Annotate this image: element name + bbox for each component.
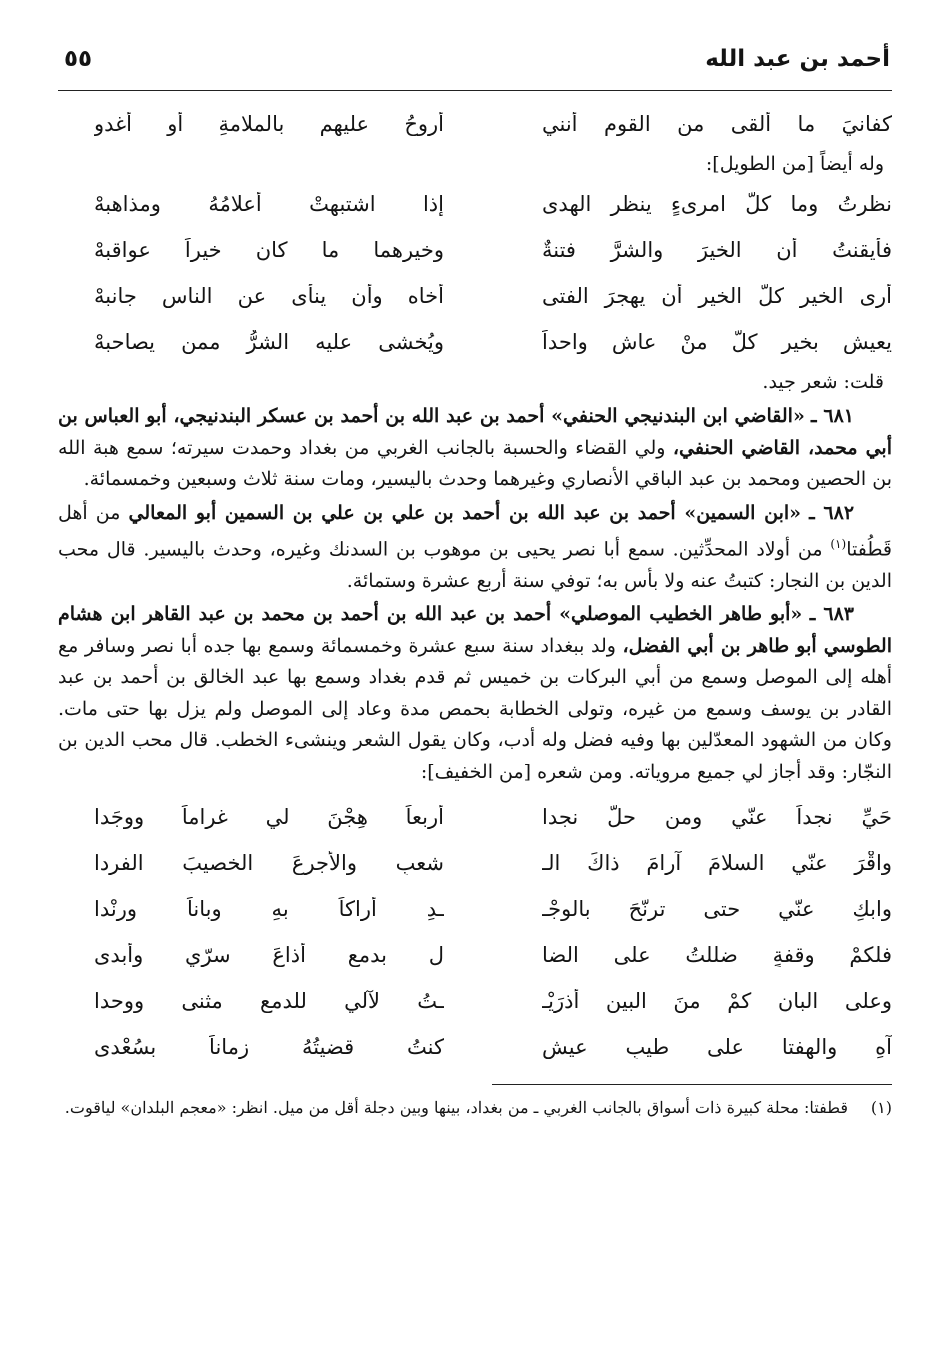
entry-body: من أهل قَطُفتا — [58, 501, 892, 561]
verse-line — [58, 932, 892, 978]
entry-body: ولي القضاء والحسبة بالجانب الغربي من بغداد وحمدت سيرته؛ سمع هبة الله بن الحصين ومحمد بن عبد الباقي الأنصاري وغيرهما وحدث باليسير، ومات سنة ثلاث وسبعين وخمسمائة. — [58, 436, 892, 490]
verse-hemistich-right: نظرتُ وما كلُّ امرىءٍ ينظر الهدى — [542, 192, 892, 216]
entry-683 — [58, 599, 892, 788]
verse-hemistich-right: أرى الخير كلَّ الخيرِ أن يهجرَ الفتى — [542, 284, 892, 308]
verse-hemistich-left: ـتُ لآلي للدمعِ مثنى ووحدا — [94, 989, 444, 1014]
verse-hemistich-left: وخيرهما ما كان خيراً عواقبهْ — [94, 238, 444, 262]
author-comment: قلت: شعر جيد. — [762, 371, 884, 393]
page-header — [58, 40, 892, 91]
verse-hemistich-left: لِ بدمعٍ أذاعَ سرّي وأبدى — [94, 943, 444, 968]
footnote-divider — [492, 1084, 892, 1085]
verse-line — [58, 886, 892, 932]
book-page — [58, 40, 892, 1125]
verse-hemistich-left: إذا اشتبهتْ أعلامُهُ ومذاهبهْ — [94, 192, 444, 216]
verse-hemistich-right: وابكِ عنّي حتى ترنّحَ بالوجْـ — [542, 897, 892, 922]
verse-hemistich-right: يعيش بخيرٍ كلُّ منْ عاش واحداً — [542, 330, 892, 354]
verse-hemistich-right: وعلى البانِ كمْ منَ البينِ أذرَيْـ — [542, 989, 892, 1014]
entry-681 — [58, 401, 892, 496]
entry-682 — [58, 498, 892, 598]
verse-block-3 — [58, 794, 892, 1070]
verse-hemistich-left: أروحُ عليهم بالملامةِ أو أغدو — [94, 112, 444, 136]
entry-heading: «ابن السمين» أحمد بن عبد الله بن أحمد بن علي بن علي بن السمين أبو المعالي — [128, 501, 802, 524]
entry-body: ولد ببغداد سنة سبع عشرة وخمسمائة وسمع بها جده أبا نصر وسافر مع أهله إلى الموصل وسمع من أبي البركات بن خميس ثم قدم بغداد وسمع بها عبد الخالق بن أحمد بن عبد القادر بن يوسف وسمع من غيره، وتولى الخطابة بحمص مدة وعاد إلى الموصل ولم يزل بها حتى مات. وكان من الشهود المعدّلين بها وفيه فضل وله أدب، وكان يقول الشعر وينشىء الخطب. قال محب الدين بن النجّار: وقد أجاز لي جميع مروياته. ومن شعره [من الخفيف]: — [58, 634, 892, 783]
verse-hemistich-right: فلكمْ وقفةٍ ضللتُ على الضا — [542, 943, 892, 968]
verse-line — [58, 319, 892, 365]
verse-hemistich-left: كنتُ قضيتُهُ زماناً بسُعْدى — [94, 1035, 444, 1060]
footnote-reference[interactable]: (١) — [830, 537, 847, 551]
footnote — [58, 1091, 892, 1125]
verse-line — [58, 1024, 892, 1070]
footnote-text: قطفتا: محلة كبيرة ذات أسواق بالجانب الغربي ـ من بغداد، بينها وبين دجلة أقل من ميل. انظر: «معجم البلدان» لياقوت. — [64, 1098, 848, 1118]
verse-hemistich-left: ـدِ أراكاً بهِ وباناً ورنْدا — [94, 897, 444, 922]
verse-block-2 — [58, 181, 892, 365]
verse-hemistich-right: واقْرَ عنّي السلامَ آرامَ ذاكَ الـ — [542, 851, 892, 876]
verse-line — [58, 978, 892, 1024]
verse-hemistich-left: أخاه وأن ينأى عن الناسِ جانبهْ — [94, 284, 444, 308]
verse-line — [58, 273, 892, 319]
entry-number: ٦٨٣ ـ — [809, 603, 855, 626]
entry-heading: «أبو طاهر الخطيب الموصلي» أحمد بن عبد الله بن أحمد بن محمد بن عبد القاهر ابن هشام الطوسي أبو طاهر بن أبي الفضل، — [58, 603, 892, 657]
verse-hemistich-left: شعبِ والأجرعَ الخصيبَ الفردا — [94, 851, 444, 876]
verse-line — [58, 101, 892, 147]
verse-hemistich-right: آهِ والهفتا على طيبِ عيشٍ — [542, 1035, 892, 1060]
entry-number: ٦٨١ ـ — [811, 405, 854, 427]
verse-hemistich-right: فأيقنتُ أن الخيرَ والشرَّ فتنةٌ — [542, 238, 892, 262]
verse-hemistich-left: أربعاً هِجْنَ لي غراماً ووجَدا — [94, 805, 444, 830]
running-title: أحمد بن عبد الله — [705, 46, 890, 72]
verse-block-1 — [58, 101, 892, 147]
verse-hemistich-right: كفانيَ ما ألقى من القومِ أنني — [542, 112, 892, 136]
verse-line — [58, 181, 892, 227]
verse-hemistich-left: ويُخشى عليه الشرُّ ممن يصاحبهْ — [94, 330, 444, 354]
verse-line — [58, 227, 892, 273]
page-number: ٥٥ — [64, 46, 93, 72]
verse-hemistich-right: حَيِّ نجداً عنّي ومن حلَّ نجدا — [542, 805, 892, 830]
entry-body-continued: من أولاد المحدِّثين. سمع أبا نصر يحيى بن موهوب بن السدنك وغيره، وحدث باليسير. قال محب الدين بن النجار: كتبتُ عنه ولا بأس به؛ توفي سنة أربع عشرة وستمائة. — [58, 538, 892, 592]
entry-number: ٦٨٢ ـ — [809, 501, 855, 524]
verse-line — [58, 794, 892, 840]
verse-line — [58, 840, 892, 886]
entry-heading: «القاضي ابن البندنيجي الحنفي» أحمد بن عبد الله بن أحمد بن عسكر البندنيجي، أبو العباس بن أبي محمد، القاضي الحنفي، — [58, 405, 892, 459]
poem-intro: وله أيضاً [من الطويل]: — [705, 153, 884, 175]
footnote-mark: (١) — [870, 1098, 892, 1118]
